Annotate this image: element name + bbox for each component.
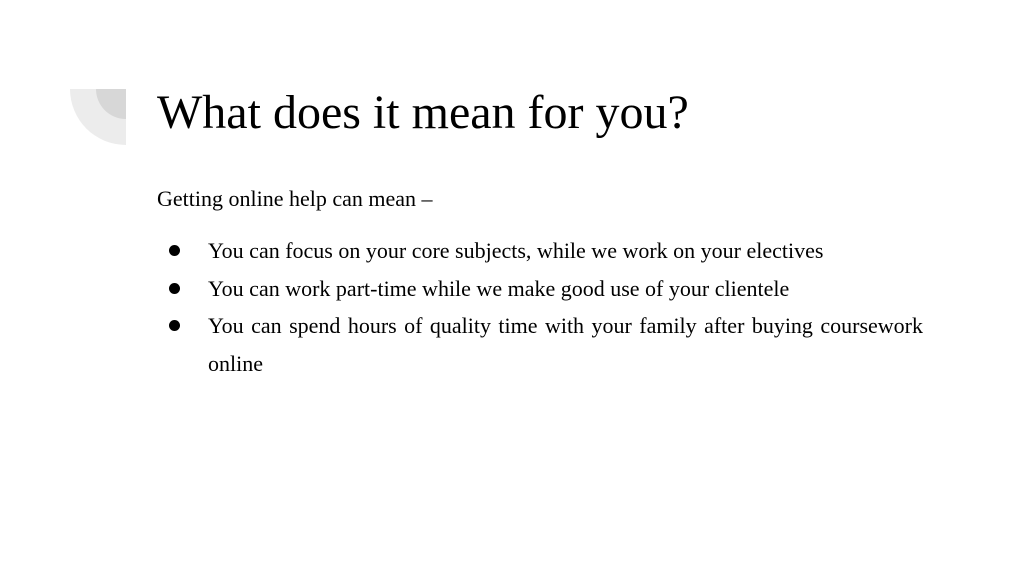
bullet-list xyxy=(157,232,923,382)
bullet-text: You can spend hours of quality time with your family after buying coursework online xyxy=(208,313,923,376)
bullet-item xyxy=(157,307,923,382)
bullet-dot-icon xyxy=(169,245,180,256)
bullet-dot-icon xyxy=(169,283,180,294)
bullet-dot-icon xyxy=(169,320,180,331)
bullet-item xyxy=(157,232,923,270)
bullet-text: You can focus on your core subjects, while we work on your electives xyxy=(208,238,824,263)
bullet-item xyxy=(157,270,923,308)
bullet-text: You can work part-time while we make good use of your clientele xyxy=(208,275,790,301)
intro-text: Getting online help can mean – xyxy=(157,186,433,211)
quarter-circle-arc-icon xyxy=(70,89,126,145)
slide-title: What does it mean for you? xyxy=(157,86,689,139)
